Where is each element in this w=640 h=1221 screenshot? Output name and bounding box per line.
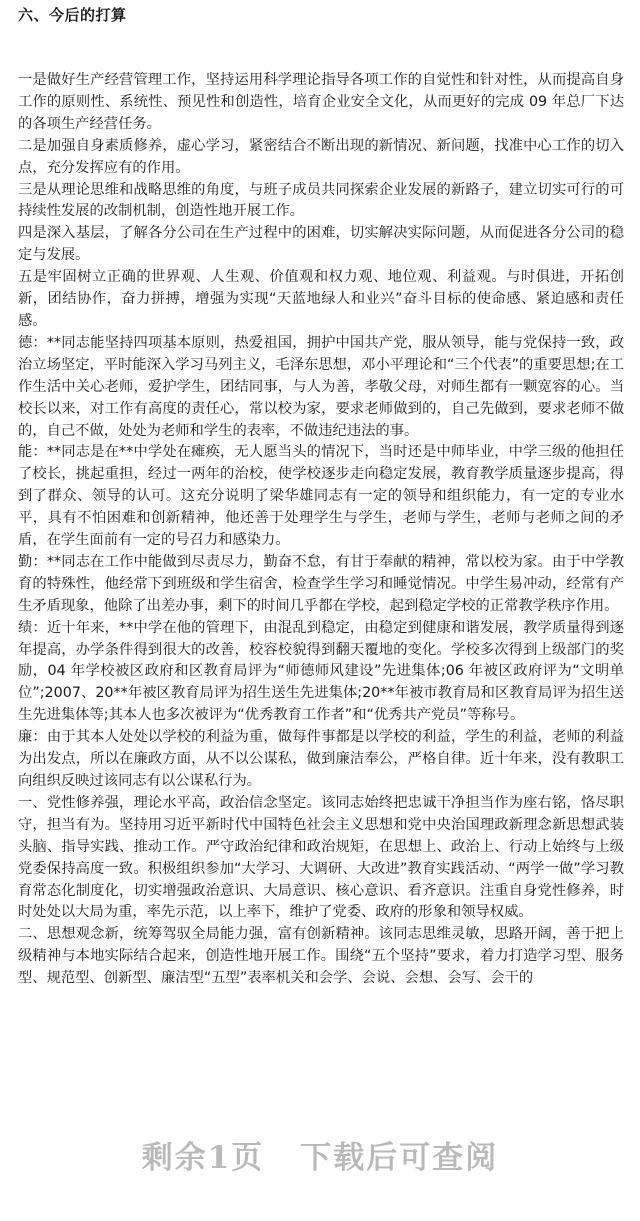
paragraph: 二、思想观念新，统筹驾驭全局能力强，富有创新精神。该同志思维灵敏，思路开阔，善于把上级精神与本地实际结合起来，创造性地开展工作。围绕“五个坚持”要求，着力打造学习型、服务型、规范型、创新型、廉洁型“五型”表率机关和会学、会说、会想、会写、会干的	[18, 926, 624, 987]
paragraph: 二是加强自身素质修养，虚心学习，紧密结合不断出现的新情况、新问题，找准中心工作的切入点，充分发挥应有的作用。	[18, 137, 624, 176]
remaining-pages-label: 剩余1页	[141, 1140, 265, 1176]
paragraph: 一、党性修养强，理论水平高，政治信念坚定。该同志始终把忠诚干净担当作为座右铭，恪尽职守，担当有为。坚持用习近平新时代中国特色社会主义思想和党中央治国理政新理念新思想武装头脑、指导实践、推动工作。严守政治纪律和政治规矩，在思想上、政治上、行动上始终与上级党委保持高度一致。积极组织参加“大学习、大调研、大改进”教育实践活动、“两学一做”学习教育常态化制度化，切实增强政治意识、大局意识、核心意识、看齐意识。注重自身党性修养，时时处处以大局为重，率先示范，以上率下，维护了党委、政府的形象和领导权威。	[18, 794, 624, 921]
paragraph: 德：**同志能坚持四项基本原则，热爱祖国，拥护中国共产党，服从领导，能与党保持一致，政治立场坚定，平时能深入学习马列主义，毛泽东思想，邓小平理论和“三个代表”的重要思想;在工作生活中关心老师，爱护学生，团结同事，与人为善，孝敬父母，对师生都有一颗宽容的心。当校长以来，对工作有高度的责任心，常以校为家，要求老师做到的，自己先做到，要求老师不做的，自己不做，处处为老师和学生的表率，不做违纪违法的事。	[18, 334, 624, 439]
section-heading: 六、今后的打算	[18, 6, 127, 24]
paragraph: 四是深入基层，了解各分公司在生产过程中的困难，切实解决实际问题，从而促进各分公司的稳定与发展。	[18, 225, 624, 264]
paragraph: 一是做好生产经营管理工作，坚持运用科学理论指导各项工作的自觉性和针对性，从而提高自身工作的原则性、系统性、预见性和创造性，培育企业安全文化，从而更好的完成 09 年总厂下达的各项生产经营任务。	[18, 72, 624, 132]
paragraph: 勤：**同志在工作中能做到尽责尽力，勤奋不怠，有甘于奉献的精神，常以校为家。由于中学教育的特殊性，他经常下到班级和学生宿舍，检查学生学习和睡觉情况。中学生易冲动，经常有产生矛盾现象，他除了出差办事，剩下的时间几乎都在学校，起到稳定学校的正常教学秩序作用。	[18, 553, 624, 614]
paragraph: 绩：近十年来，**中学在他的管理下，由混乱到稳定，由稳定到健康和谐发展，教学质量得到逐年提高，办学条件得到很大的改善，校容校貌得到翻天覆地的变化。学校多次得到上级部门的奖励，04 年学校被区政府和区教育局评为“师德师风建设”先进集体;06 年被区政府评为“文明单位”;2007、20**年被区教育局评为招生送生先进集体;20**年被市教育局和区教育局评为招生送生先进集体等;其本人也多次被评为“优秀教育工作者”和“优秀共产党员”等称号。	[18, 619, 624, 724]
paragraph: 五是牢固树立正确的世界观、人生观、价值观和权力观、地位观、利益观。与时俱进，开拓创新，团结协作，奋力拼搏，增强为实现“天蓝地绿人和业兴”奋斗目标的使命感、紧迫感和责任感。	[18, 269, 624, 329]
paragraph: 能：**同志是在**中学处在瘫痪，无人愿当头的情况下，当时还是中师毕业，中学三级的他担任了校长，挑起重担，经过一两年的治校，使学校逐步走向稳定发展，教育教学质量逐步提高，得到了群众、领导的认可。这充分说明了梁华雄同志有一定的领导和组织能力，有一定的专业水平，具有不怕困难和创新精神，他还善于处理学生与学生，老师与学生，老师与老师之间的矛盾，在学生面前有一定的号召力和感染力。	[18, 444, 624, 549]
content-fade-overlay	[0, 1040, 640, 1130]
paragraph: 廉：由于其本人处处以学校的利益为重，做每件事都是以学校的利益，学生的利益，老师的利益为出发点，所以在廉政方面，从不以公谋私，做到廉洁奉公，严格自律。近十年来，没有教职工向组织反映过该同志有以公谋私行为。	[18, 729, 624, 789]
document-body	[18, 70, 624, 990]
download-to-read-more-button[interactable]	[0, 1128, 640, 1188]
paragraph: 三是从理论思维和战略思维的角度，与班子成员共同探索企业发展的新路子，建立切实可行的可持续性发展的改制机制，创造性地开展工作。	[18, 181, 624, 220]
previous-page-fragment	[18, 0, 618, 1]
download-prompt-label: 下载后可查阅	[300, 1140, 499, 1176]
